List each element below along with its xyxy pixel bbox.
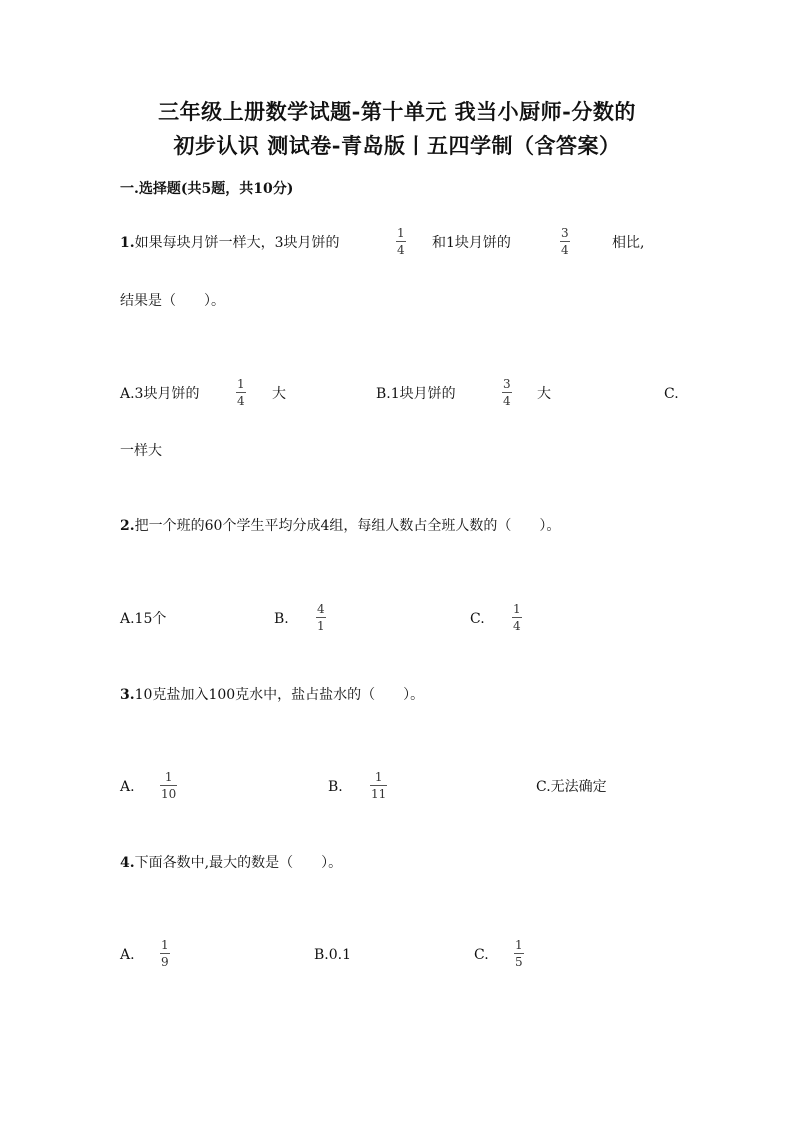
fraction-bar <box>560 241 570 242</box>
option-c[interactable]: C. <box>664 386 679 402</box>
question-number: 3. <box>120 687 135 703</box>
fraction <box>316 602 326 633</box>
question-text-line-2: 结果是（ ）。 <box>120 293 225 309</box>
fraction-bar <box>160 953 170 954</box>
fraction <box>160 770 177 801</box>
numerator: 1 <box>161 938 169 952</box>
question-text: 和1块月饼的 <box>432 235 511 251</box>
denominator: 4 <box>513 619 521 633</box>
numerator: 1 <box>164 770 173 784</box>
numerator: 3 <box>561 226 569 240</box>
option-a-suffix: 大 <box>272 386 286 402</box>
option-b-suffix: 大 <box>537 386 551 402</box>
fraction-bar <box>370 785 387 786</box>
page-title-line-2: 初步认识 测试卷-青岛版丨五四学制（含答案） <box>173 133 621 158</box>
question-number: 4. <box>120 855 135 871</box>
question-text: 如果每块月饼一样大，3块月饼的 <box>134 235 340 251</box>
fraction <box>160 938 170 969</box>
fraction-bar <box>160 785 177 786</box>
denominator: 4 <box>397 243 405 257</box>
fraction-bar <box>514 953 524 954</box>
denominator: 4 <box>561 243 569 257</box>
option-b[interactable]: B. <box>328 779 343 795</box>
option-a[interactable]: A.3块月饼的 <box>120 386 200 402</box>
fraction <box>560 226 570 257</box>
option-b[interactable]: B. <box>274 611 289 627</box>
numerator: 1 <box>374 770 383 784</box>
fraction <box>512 602 522 633</box>
fraction-bar <box>502 392 512 393</box>
numerator: 1 <box>237 377 245 391</box>
option-a[interactable]: A.15个 <box>120 611 167 627</box>
fraction <box>370 770 387 801</box>
question-text: 把一个班的60个学生平均分成4组，每组人数占全班人数的（ ）。 <box>134 518 561 534</box>
fraction-bar <box>512 617 522 618</box>
numerator: 1 <box>515 938 523 952</box>
option-a[interactable]: A. <box>120 947 135 963</box>
denominator: 1 <box>317 619 325 633</box>
denominator: 4 <box>503 394 511 408</box>
denominator: 5 <box>515 955 523 969</box>
numerator: 3 <box>503 377 511 391</box>
question-text: 相比, <box>612 235 645 251</box>
numerator: 4 <box>317 602 325 616</box>
numerator: 1 <box>513 602 521 616</box>
page-title-line-1: 三年级上册数学试题-第十单元 我当小厨师-分数的 <box>158 99 636 124</box>
question-number: 1. <box>120 235 135 251</box>
option-c[interactable]: C. <box>470 611 485 627</box>
fraction <box>502 377 512 408</box>
option-b[interactable]: B.0.1 <box>314 947 352 963</box>
denominator: 11 <box>371 787 387 801</box>
fraction-bar <box>236 392 246 393</box>
fraction <box>396 226 406 257</box>
option-c-text: 一样大 <box>120 443 162 459</box>
denominator: 4 <box>237 394 245 408</box>
denominator: 9 <box>161 955 169 969</box>
fraction <box>514 938 524 969</box>
question-number: 2. <box>120 518 135 534</box>
fraction <box>236 377 246 408</box>
section-heading: 一.选择题(共5题，共10分) <box>120 181 294 197</box>
fraction-bar <box>316 617 326 618</box>
option-a[interactable]: A. <box>120 779 135 795</box>
option-c[interactable]: C.无法确定 <box>536 779 607 795</box>
option-b[interactable]: B.1块月饼的 <box>376 386 456 402</box>
question-1-stem <box>120 234 340 252</box>
question-4-stem <box>120 854 342 872</box>
question-text: 10克盐加入100克水中，盐占盐水的（ ）。 <box>134 687 425 703</box>
question-2-stem <box>120 517 560 535</box>
question-text: 下面各数中,最大的数是（ ）。 <box>134 855 343 871</box>
numerator: 1 <box>397 226 405 240</box>
fraction-bar <box>396 241 406 242</box>
denominator: 10 <box>161 787 177 801</box>
question-3-stem <box>120 686 424 704</box>
option-c[interactable]: C. <box>474 947 489 963</box>
